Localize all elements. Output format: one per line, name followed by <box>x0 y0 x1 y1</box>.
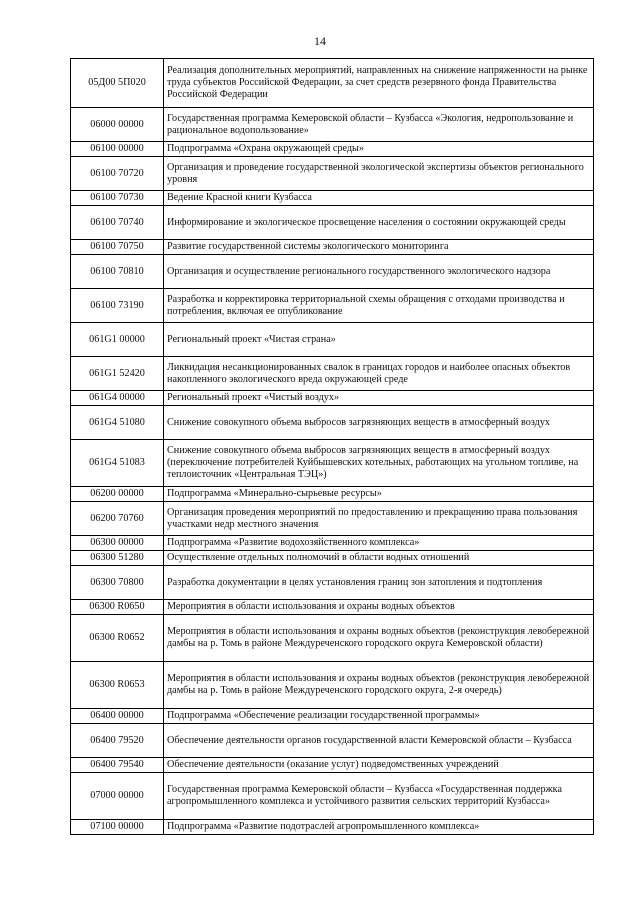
table-row <box>71 440 594 487</box>
classification-code-cell: 06100 70740 <box>71 206 164 240</box>
classification-code-cell: 07100 00000 <box>71 820 164 835</box>
classification-code-cell: 06300 00000 <box>71 536 164 551</box>
description-cell: Снижение совокупного объема выбросов загрязняющих веществ в атмосферный воздух <box>164 406 594 440</box>
classification-code-cell: 061G1 52420 <box>71 357 164 391</box>
table-row <box>71 724 594 758</box>
description-cell: Подпрограмма «Развитие водохозяйственного комплекса» <box>164 536 594 551</box>
description-cell: Подпрограмма «Обеспечение реализации государственной программы» <box>164 709 594 724</box>
description-cell: Осуществление отдельных полномочий в области водных отношений <box>164 551 594 566</box>
table-row <box>71 600 594 615</box>
classification-code-cell: 061G4 00000 <box>71 391 164 406</box>
description-cell: Подпрограмма «Охрана окружающей среды» <box>164 142 594 157</box>
table-row <box>71 566 594 600</box>
table-row <box>71 157 594 191</box>
classification-code-cell: 06000 00000 <box>71 108 164 142</box>
classification-code-cell: 06100 70750 <box>71 240 164 255</box>
classification-code-cell: 06100 00000 <box>71 142 164 157</box>
description-cell: Подпрограмма «Минерально-сырьевые ресурсы» <box>164 487 594 502</box>
table-row <box>71 323 594 357</box>
table-row <box>71 142 594 157</box>
budget-codes-table <box>70 58 594 835</box>
classification-code-cell: 06400 79540 <box>71 758 164 773</box>
classification-code-cell: 061G1 00000 <box>71 323 164 357</box>
description-cell: Региональный проект «Чистая страна» <box>164 323 594 357</box>
classification-code-cell: 06300 R0652 <box>71 615 164 662</box>
table-row <box>71 709 594 724</box>
table-row <box>71 391 594 406</box>
classification-code-cell: 06100 73190 <box>71 289 164 323</box>
classification-code-cell: 061G4 51080 <box>71 406 164 440</box>
description-cell: Государственная программа Кемеровской области – Кузбасса «Экология, недропользование и рациональное водопользование» <box>164 108 594 142</box>
table-row <box>71 536 594 551</box>
table-row <box>71 662 594 709</box>
classification-code-cell: 06200 00000 <box>71 487 164 502</box>
description-cell: Обеспечение деятельности органов государственной власти Кемеровской области – Кузбасса <box>164 724 594 758</box>
description-cell: Обеспечение деятельности (оказание услуг) подведомственных учреждений <box>164 758 594 773</box>
table-row <box>71 820 594 835</box>
classification-code-cell: 06300 70800 <box>71 566 164 600</box>
classification-code-cell: 06100 70720 <box>71 157 164 191</box>
classification-code-cell: 06100 70730 <box>71 191 164 206</box>
description-cell: Мероприятия в области использования и охраны водных объектов <box>164 600 594 615</box>
classification-code-cell: 06200 70760 <box>71 502 164 536</box>
table-row <box>71 758 594 773</box>
classification-code-cell: 07000 00000 <box>71 773 164 820</box>
description-cell: Мероприятия в области использования и охраны водных объектов (реконструкция левобережной дамбы на р. Томь в районе Междуреченского городского округа Кемеровской области) <box>164 615 594 662</box>
description-cell: Реализация дополнительных мероприятий, направленных на снижение напряженности на рынке труда субъектов Российской Федерации, за счет средств резервного фонда Правительства Российской Федерации <box>164 59 594 108</box>
description-cell: Региональный проект «Чистый воздух» <box>164 391 594 406</box>
classification-code-cell: 061G4 51083 <box>71 440 164 487</box>
table-row <box>71 357 594 391</box>
description-cell: Ведение Красной книги Кузбасса <box>164 191 594 206</box>
table-row <box>71 108 594 142</box>
description-cell: Развитие государственной системы экологического мониторинга <box>164 240 594 255</box>
table-row <box>71 240 594 255</box>
table-row <box>71 551 594 566</box>
description-cell: Организация и проведение государственной экологической экспертизы объектов регионального уровня <box>164 157 594 191</box>
description-cell: Организация и осуществление регионального государственного экологического надзора <box>164 255 594 289</box>
classification-code-cell: 06300 R0653 <box>71 662 164 709</box>
description-cell: Информирование и экологическое просвещение населения о состоянии окружающей среды <box>164 206 594 240</box>
table-row <box>71 502 594 536</box>
table-row <box>71 191 594 206</box>
classification-code-cell: 06300 R0650 <box>71 600 164 615</box>
classification-code-cell: 05Д00 5П020 <box>71 59 164 108</box>
table-row <box>71 773 594 820</box>
description-cell: Снижение совокупного объема выбросов загрязняющих веществ в атмосферный воздух (переключение потребителей Куйбышевских котельных, работающих на угольном топливе, на теплоисточник «Центральная ТЭЦ») <box>164 440 594 487</box>
description-cell: Государственная программа Кемеровской области – Кузбасса «Государственная поддержка агропромышленного комплекса и устойчивого развития сельских территорий Кузбасса» <box>164 773 594 820</box>
table-row <box>71 206 594 240</box>
table-row <box>71 289 594 323</box>
description-cell: Мероприятия в области использования и охраны водных объектов (реконструкция левобережной дамбы на р. Томь в районе Междуреченского городского округа, 2-я очередь) <box>164 662 594 709</box>
description-cell: Разработка документации в целях установления границ зон затопления и подтопления <box>164 566 594 600</box>
description-cell: Подпрограмма «Развитие подотраслей агропромышленного комплекса» <box>164 820 594 835</box>
description-cell: Разработка и корректировка территориальной схемы обращения с отходами производства и потребления, включая ее опубликование <box>164 289 594 323</box>
description-cell: Ликвидация несанкционированных свалок в границах городов и наиболее опасных объектов накопленного экологического вреда окружающей среде <box>164 357 594 391</box>
classification-code-cell: 06400 00000 <box>71 709 164 724</box>
description-cell: Организация проведения мероприятий по предоставлению и прекращению права пользования участками недр местного значения <box>164 502 594 536</box>
table-row <box>71 255 594 289</box>
table-row <box>71 59 594 108</box>
table-row <box>71 487 594 502</box>
table-row <box>71 406 594 440</box>
table-body <box>71 59 594 835</box>
classification-code-cell: 06400 79520 <box>71 724 164 758</box>
classification-code-cell: 06300 51280 <box>71 551 164 566</box>
page-number: 14 <box>314 34 326 48</box>
table-row <box>71 615 594 662</box>
classification-code-cell: 06100 70810 <box>71 255 164 289</box>
